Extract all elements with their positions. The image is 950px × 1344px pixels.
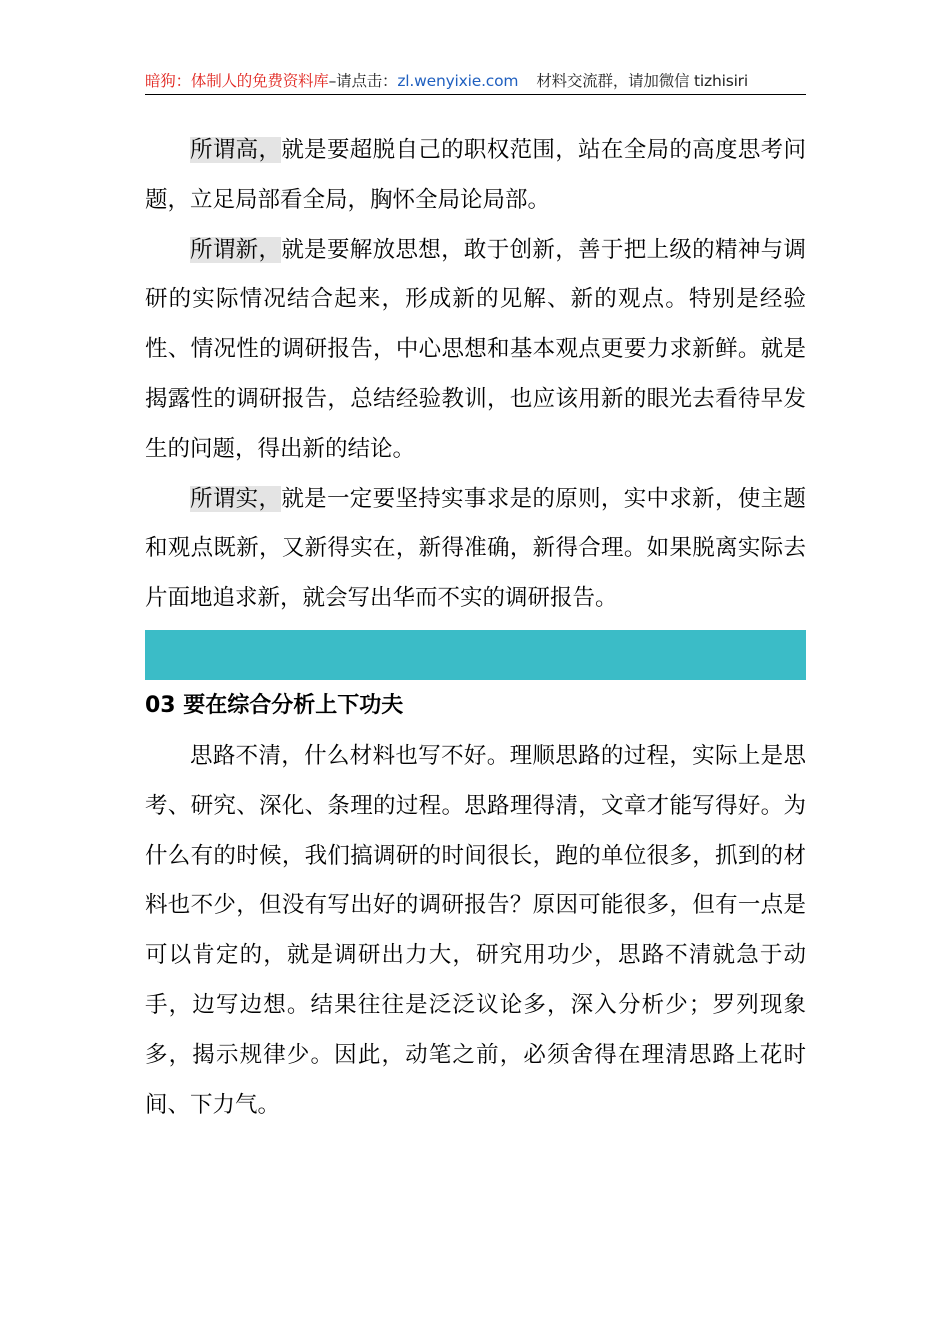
header-group-note: 材料交流群，请加微信 tizhisiri <box>536 72 748 90</box>
paragraph-lead: 所谓实， <box>190 485 282 512</box>
paragraph-high <box>145 126 806 226</box>
header-link[interactable]: zl.wenyixie.com <box>397 72 519 90</box>
paragraph-real <box>145 475 806 624</box>
header-prompt: –请点击： <box>328 72 398 90</box>
paragraph-new <box>145 226 806 475</box>
paragraph-text: 就是要超脱自己的职权范围，站在全局的高度思考问题，立足局部看全局，胸怀全局论局部。 <box>145 137 806 213</box>
page-header <box>145 68 806 95</box>
section-paragraph: 思路不清，什么材料也写不好。理顺思路的过程，实际上是思考、研究、深化、条理的过程。思路理得清，文章才能写得好。为什么有的时候，我们搞调研的时间很长，跑的单位很多，抓到的材料也不少，但没有写出好的调研报告？原因可能很多，但有一点是可以肯定的，就是调研出力大，研究用功少，思路不清就急于动手，边写边想。结果往往是泛泛议论多，深入分析少；罗列现象多，揭示规律少。因此，动笔之前，必须舍得在理清思路上花时间、下力气。 <box>145 742 806 1118</box>
section-divider-band <box>145 630 806 680</box>
paragraph-text: 就是一定要坚持实事求是的原则，实中求新，使主题和观点既新，又新得实在，新得准确，新得合理。如果脱离实际去片面地追求新，就会写出华而不实的调研报告。 <box>145 485 806 612</box>
section-heading: 03 要在综合分析上下功夫 <box>145 692 404 718</box>
header-brand: 暗狗：体制人的免费资料库 <box>145 72 329 90</box>
paragraph-text: 就是要解放思想，敢于创新，善于把上级的精神与调研的实际情况结合起来，形成新的见解、新的观点。特别是经验性、情况性的调研报告，中心思想和基本观点更要力求新鲜。就是揭露性的调研报告，总结经验教训，也应该用新的眼光去看待早发生的问题，得出新的结论。 <box>145 236 806 462</box>
paragraph-lead: 所谓新， <box>190 236 282 263</box>
document-body <box>145 126 806 1130</box>
paragraph-lead: 所谓高， <box>190 137 282 163</box>
